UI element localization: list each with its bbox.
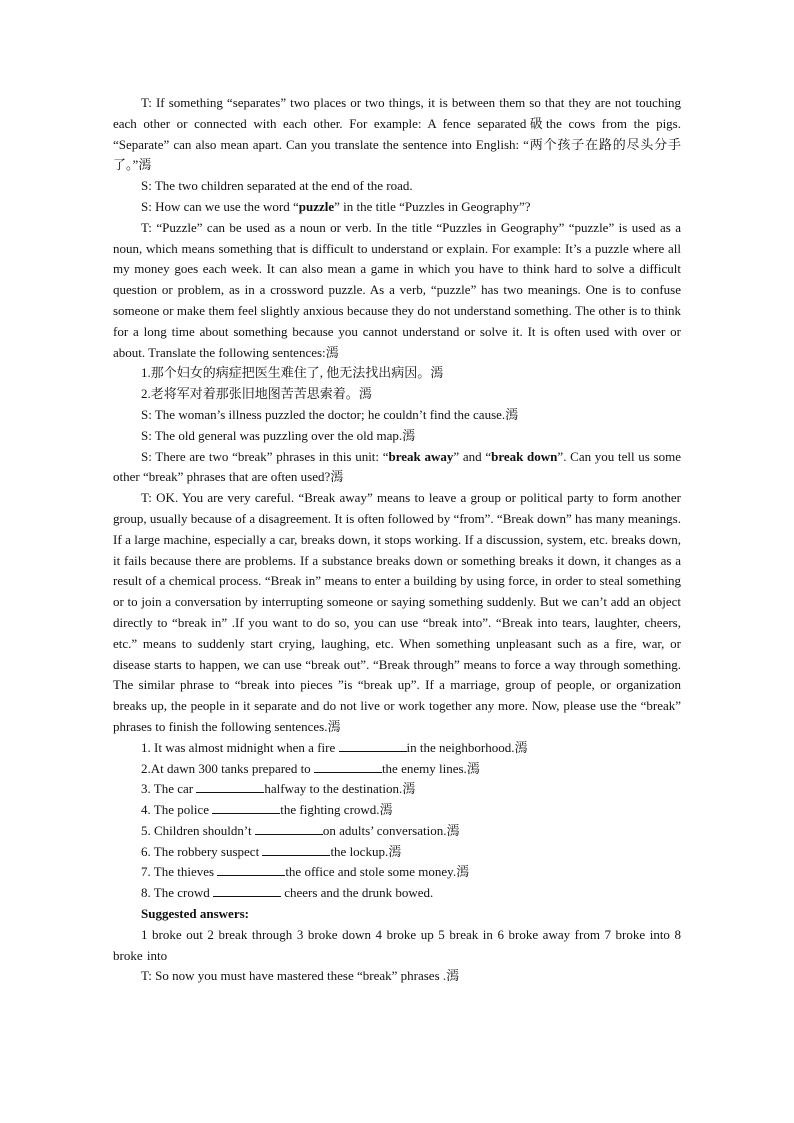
- answers-heading: [113, 904, 681, 925]
- teacher-paragraph-puzzle: T: “Puzzle” can be used as a noun or verb. In the title “Puzzles in Geography” “puzzle” is used as a noun, which means something that is difficult to understand or explain. For example: It’s a puzzle where all my money goes each week. It can also mean a game in which you have to think hard to solve a difficult question or problem, as in a crossword puzzle. As a verb, “puzzle” has two meanings. One is to confuse someone or make them feel slightly anxious because they do not understand something. The other is to think for a long time about something because you cannot understand or solve it. It is often used with over or about. Translate the following sentences:漹: [113, 219, 681, 360]
- text-span: S: There are two “break” phrases in this unit: “: [141, 448, 389, 464]
- exercise-text: 5. Children shouldn’t: [141, 822, 255, 838]
- answer-blank[interactable]: [217, 863, 285, 876]
- answer-blank[interactable]: [314, 760, 382, 773]
- exercise-item: [113, 821, 681, 842]
- chinese-sentence-1: 1.那个妇女的病症把医生难住了, 他无法找出病因。漹: [141, 365, 444, 381]
- answers-heading-text: Suggested answers:: [141, 906, 249, 922]
- exercise-text: on adults’ conversation.漹: [322, 822, 460, 838]
- exercise-item: [113, 800, 681, 821]
- answer-blank[interactable]: [339, 739, 407, 752]
- answer-blank[interactable]: [213, 884, 281, 897]
- exercise-text: 8. The crowd: [141, 885, 213, 901]
- exercise-text: the lockup.漹: [330, 843, 402, 859]
- bold-phrase-break-down: break down: [491, 448, 558, 464]
- exercise-text: 7. The thieves: [141, 864, 218, 880]
- document-page: [113, 93, 681, 987]
- exercise-item: [113, 862, 681, 883]
- text-span: ” and “: [453, 448, 492, 464]
- exercise-text: the office and stole some money.漹: [285, 864, 470, 880]
- exercise-text: the enemy lines.漹: [381, 760, 480, 776]
- exercise-text: cheers and the drunk bowed.: [280, 885, 434, 901]
- exercise-text: 1. It was almost midnight when a fire: [141, 739, 339, 755]
- answers-list: 1 broke out 2 break through 3 broke down 4 broke up 5 break in 6 broke away from 7 broke into 8 broke into: [113, 926, 681, 963]
- exercise-text: 2.At dawn 300 tanks prepared to: [141, 760, 314, 776]
- exercise-item: [113, 738, 681, 759]
- bold-phrase-break-away: break away: [388, 448, 454, 464]
- text-span: ”. Can you tell us some other “break” phrases that are often used?漹: [113, 448, 681, 485]
- exercise-item: [113, 779, 681, 800]
- student-translation-1: S: The woman’s illness puzzled the doctor; he couldn’t find the cause.漹: [141, 406, 519, 422]
- text-span: S: How can we use the word “: [141, 198, 299, 214]
- exercise-text: the fighting crowd.漹: [280, 802, 393, 818]
- exercise-text: 4. The police: [141, 802, 213, 818]
- bold-word-puzzle: puzzle: [298, 198, 335, 214]
- teacher-paragraph-separate: T: If something “separates” two places or two things, it is between them so that they are not touching each other or connected with each other. For example: A fence separated砐the cows from the pigs. “Separate” can also mean apart. Can you translate the sentence into English: “两个孩子在路的尽头分手了。”漹: [113, 95, 681, 173]
- text-span: ” in the title “Puzzles in Geography”?: [334, 198, 531, 214]
- exercise-text: in the neighborhood.漹: [406, 739, 528, 755]
- exercise-text: halfway to the destination.漹: [264, 781, 416, 797]
- answer-blank[interactable]: [196, 780, 264, 793]
- student-translation-2: S: The old general was puzzling over the old map.漹: [141, 427, 416, 443]
- answer-blank[interactable]: [255, 822, 323, 835]
- chinese-sentence-2: 2.老将军对着那张旧地图苦苦思索着。漹: [141, 386, 372, 402]
- exercise-text: 6. The robbery suspect: [141, 843, 263, 859]
- exercise-item: [113, 883, 681, 904]
- exercise-item: [113, 759, 681, 780]
- student-question-break: [113, 447, 681, 489]
- answer-blank[interactable]: [262, 843, 330, 856]
- student-question-puzzle: [113, 197, 681, 218]
- exercise-item: [113, 842, 681, 863]
- student-answer-separate: S: The two children separated at the end of the road.: [141, 178, 413, 194]
- teacher-paragraph-break: T: OK. You are very careful. “Break away” means to leave a group or political party to form another group, usually because of a disagreement. It is often followed by “from”. “Break down” has many meanings. If a large machine, especially a car, breaks down, it stops working. If a discussion, system, etc. breaks down, it fails because there are problems. If a substance breaks down or something breaks it down, it changes as a result of a chemical process. “Break in” means to enter a building by using force, in order to steal something or to join a conversation by interrupting someone or saying something suddenly. But we can’t add an object directly to “break in” .If you want to do so, you can use “break into”. “Break into tears, laughter, cheers, etc.” means to suddenly start crying, laughing, etc. When something unpleasant such as a fire, war, or disease starts to happen, we can use “break out”. “Break through” means to force a way through something. The similar phrase to “break into pieces ”is “break up”. If a marriage, group of people, or organization breaks up, the people in it separate and do not live or work together any more. Now, please use the “break” phrases to finish the following sentences.漹: [113, 490, 681, 734]
- closing-line: T: So now you must have mastered these “break” phrases .漹: [141, 968, 460, 984]
- exercise-text: 3. The car: [141, 781, 197, 797]
- answer-blank[interactable]: [212, 801, 280, 814]
